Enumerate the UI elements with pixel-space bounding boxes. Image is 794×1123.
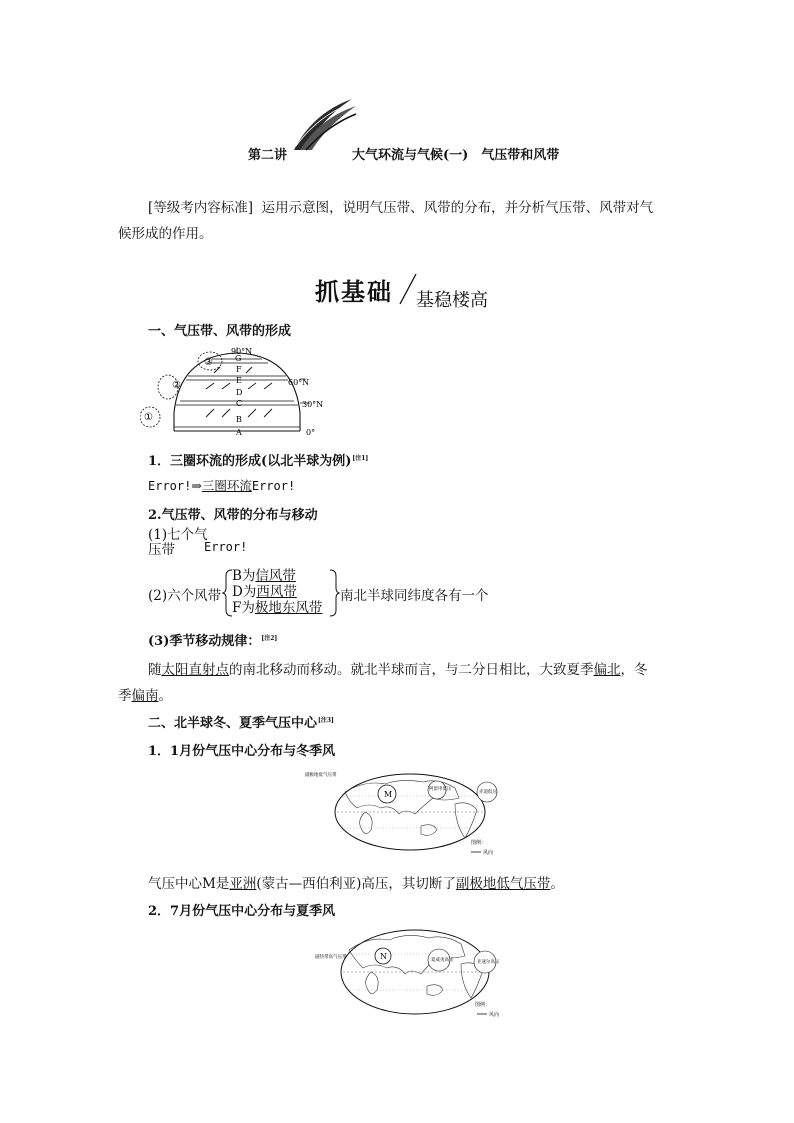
swoosh-logo-icon <box>292 96 358 152</box>
lat-label-60n: 60°N <box>288 378 310 387</box>
map1-legend-item: 风向 <box>483 850 494 856</box>
standard-tag: [等级考内容标准] <box>148 200 254 216</box>
standard-text-cont: 候形成的作用。 <box>118 226 213 242</box>
belt-letter-c: C <box>236 399 243 408</box>
january-map <box>305 768 505 860</box>
map1-legend: 图例： <box>471 840 487 846</box>
error-right: Error! <box>251 479 296 493</box>
three-cell-diagram <box>140 343 340 438</box>
circle-label-3: ③ <box>204 357 213 368</box>
belt-letter-e: E <box>236 376 242 385</box>
sub1-error: Error! <box>204 540 248 554</box>
belt-letter-a: A <box>236 428 242 437</box>
map2-legend-item: 风向 <box>489 1012 500 1018</box>
map1-label-left: 副极地低气压带 <box>305 773 337 778</box>
lesson-label: 第二讲 <box>248 148 288 163</box>
lat-label-0: 0° <box>306 428 316 437</box>
section2-item2: 2．7月份气压中心分布与夏季风 <box>148 904 336 919</box>
map1-caption: 气压中心M是亚洲(蒙古—西伯利亚)高压，其切断了副极地低气压带。 <box>148 876 564 892</box>
circle-label-2: ② <box>172 380 181 391</box>
map1-label-mid: 阿留申低压 <box>429 787 452 792</box>
map2-label-mid: 夏威夷高压 <box>431 958 454 963</box>
section1-heading: 一、气压带、风带的形成 <box>148 324 292 339</box>
sub1-label <box>148 528 208 558</box>
lat-label-90n: 90°N <box>231 347 253 356</box>
standard-text: 运用示意图，说明气压带、风带的分布，并分析气压带、风带对气 <box>261 200 654 216</box>
standard-paragraph <box>148 196 688 216</box>
lat-label-30n: 30°N <box>302 400 324 409</box>
section2-item1: 1．1月份气压中心分布与冬季风 <box>148 744 336 759</box>
july-map <box>315 924 515 1020</box>
map1-label-right: 赤道低压 <box>479 790 497 795</box>
belt-letter-d: D <box>236 388 243 397</box>
error-left: Error! <box>148 479 192 493</box>
section2-heading <box>148 712 334 731</box>
right-brace-icon <box>328 568 340 618</box>
item2-heading: 2.气压带、风带的分布与移动 <box>148 508 318 523</box>
sub1-line2: 压带 <box>148 542 175 558</box>
note-marker-2: [注2] <box>261 634 278 642</box>
error-line <box>148 476 295 494</box>
arrow-icon: ⇒ <box>191 478 202 493</box>
map1-center-label: M <box>384 790 393 799</box>
belt-letter-f: F <box>236 365 242 374</box>
sub2-label: (2)六个风带 <box>148 588 222 604</box>
sub3-text: (3)季节移动规律： <box>148 634 261 649</box>
banner-sub: 基稳楼高 <box>416 290 488 311</box>
map2-legend: 图例： <box>475 1002 491 1008</box>
note-marker-3: [注3] <box>318 716 334 724</box>
banner-main: 抓基础 <box>315 278 393 306</box>
season-paragraph-cont: 季偏南。 <box>118 688 172 704</box>
page-title: 大气环流与气候(一) 气压带和风带 <box>352 148 560 163</box>
belt-f: F为极地东风带 <box>232 600 323 616</box>
map2-center-label: N <box>380 952 387 961</box>
belt-b: B为信风带 <box>232 568 296 584</box>
item1-heading <box>148 450 368 469</box>
belt-letter-b: B <box>236 415 242 424</box>
error-middle: 三圈环流 <box>201 478 252 493</box>
season-paragraph: 随太阳直射点的南北移动而移动。就北半球而言，与二分日相比，大致夏季偏北，冬 <box>148 662 648 678</box>
circle-label-1: ① <box>144 412 153 423</box>
section2-heading-text: 二、北半球冬、夏季气压中心 <box>148 716 318 731</box>
sub1-line1: (1)七个气 <box>148 527 208 543</box>
sub3-heading <box>148 630 277 649</box>
item1-text: 1．三圈环流的形成(以北半球为例) <box>148 454 352 469</box>
note-marker-1: [注1] <box>352 454 369 462</box>
map2-label-right: 亚速尔高压 <box>477 960 500 965</box>
belt-d: D为西风带 <box>232 584 297 600</box>
belt-letter-g: G <box>235 354 242 363</box>
sub2-tail: 南北半球同纬度各有一个 <box>340 588 489 604</box>
sub2-belts <box>232 568 322 616</box>
map2-label-left: 副热带高气压带 <box>315 955 347 960</box>
